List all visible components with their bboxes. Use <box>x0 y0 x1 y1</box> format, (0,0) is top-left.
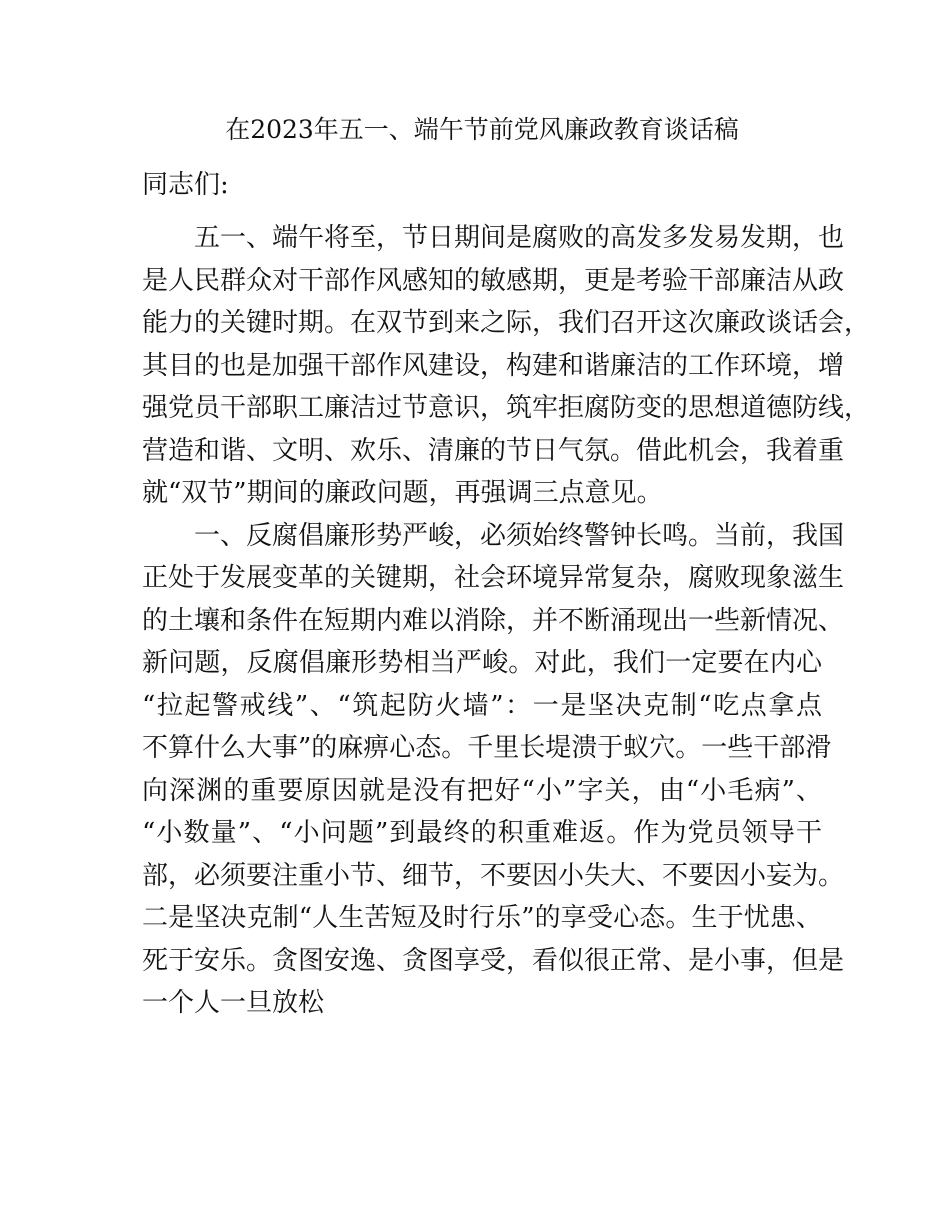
document-body <box>142 217 871 1025</box>
paragraph-line: 五一、端午将至，节日期间是腐败的高发多发易发期，也 <box>194 223 845 253</box>
paragraph-line: 一个人一旦放松 <box>142 988 325 1018</box>
paragraph-line: 就“双节”期间的廉政问题，再强调三点意见。 <box>142 478 663 508</box>
paragraph-line: “小数量”、“小问题”到最终的积重难返。作为党员领导干 <box>142 818 822 848</box>
paragraph-line: 正处于发展变革的关键期，社会环境异常复杂，腐败现象滋生 <box>142 563 845 593</box>
paragraph-line: 其目的也是加强干部作风建设，构建和谐廉洁的工作环境，增 <box>142 350 845 381</box>
document-title: 在2023年五一、端午节前党风廉政教育谈话稿 <box>225 115 739 144</box>
paragraph-line: 部，必须要注重小节、细节，不要因小失大、不要因小妄为。 <box>142 860 845 891</box>
paragraph-line: 向深渊的重要原因就是没有把好“小”字关，由“小毛病”、 <box>142 775 822 806</box>
paragraph-line: 营造和谐、文明、欢乐、清廉的节日气氛。借此机会，我着重 <box>142 435 845 466</box>
paragraph-line: 一、反腐倡廉形势严峻，必须始终警钟长鸣。当前，我国 <box>194 520 845 551</box>
paragraph-line: 能力的关键时期。在双节到来之际，我们召开这次廉政谈话会， <box>142 308 871 338</box>
paragraph <box>142 515 845 1025</box>
paragraph-line: 强党员干部职工廉洁过节意识，筑牢拒腐防变的思想道德防线， <box>142 393 871 423</box>
greeting: 同志们: <box>142 170 229 200</box>
paragraph-line: 是人民群众对干部作风感知的敏感期，更是考验干部廉洁从政 <box>142 265 845 296</box>
paragraph-line: “拉起警戒线”、“筑起防火墙”：一是坚决克制“吃点拿点 <box>142 690 822 721</box>
paragraph-line: 二是坚决克制“人生苦短及时行乐”的享受心态。生于忧患、 <box>142 903 822 933</box>
paragraph-line: 新问题，反腐倡廉形势相当严峻。对此，我们一定要在内心 <box>142 648 822 678</box>
paragraph <box>142 217 871 515</box>
paragraph-line: 死于安乐。贪图安逸、贪图享受，看似很正常、是小事，但是 <box>142 945 845 976</box>
paragraph-line: 的土壤和条件在短期内难以消除，并不断涌现出一些新情况、 <box>142 605 845 636</box>
paragraph-line: 不算什么大事”的麻痹心态。千里长堤溃于蚁穴。一些干部滑 <box>142 733 832 763</box>
